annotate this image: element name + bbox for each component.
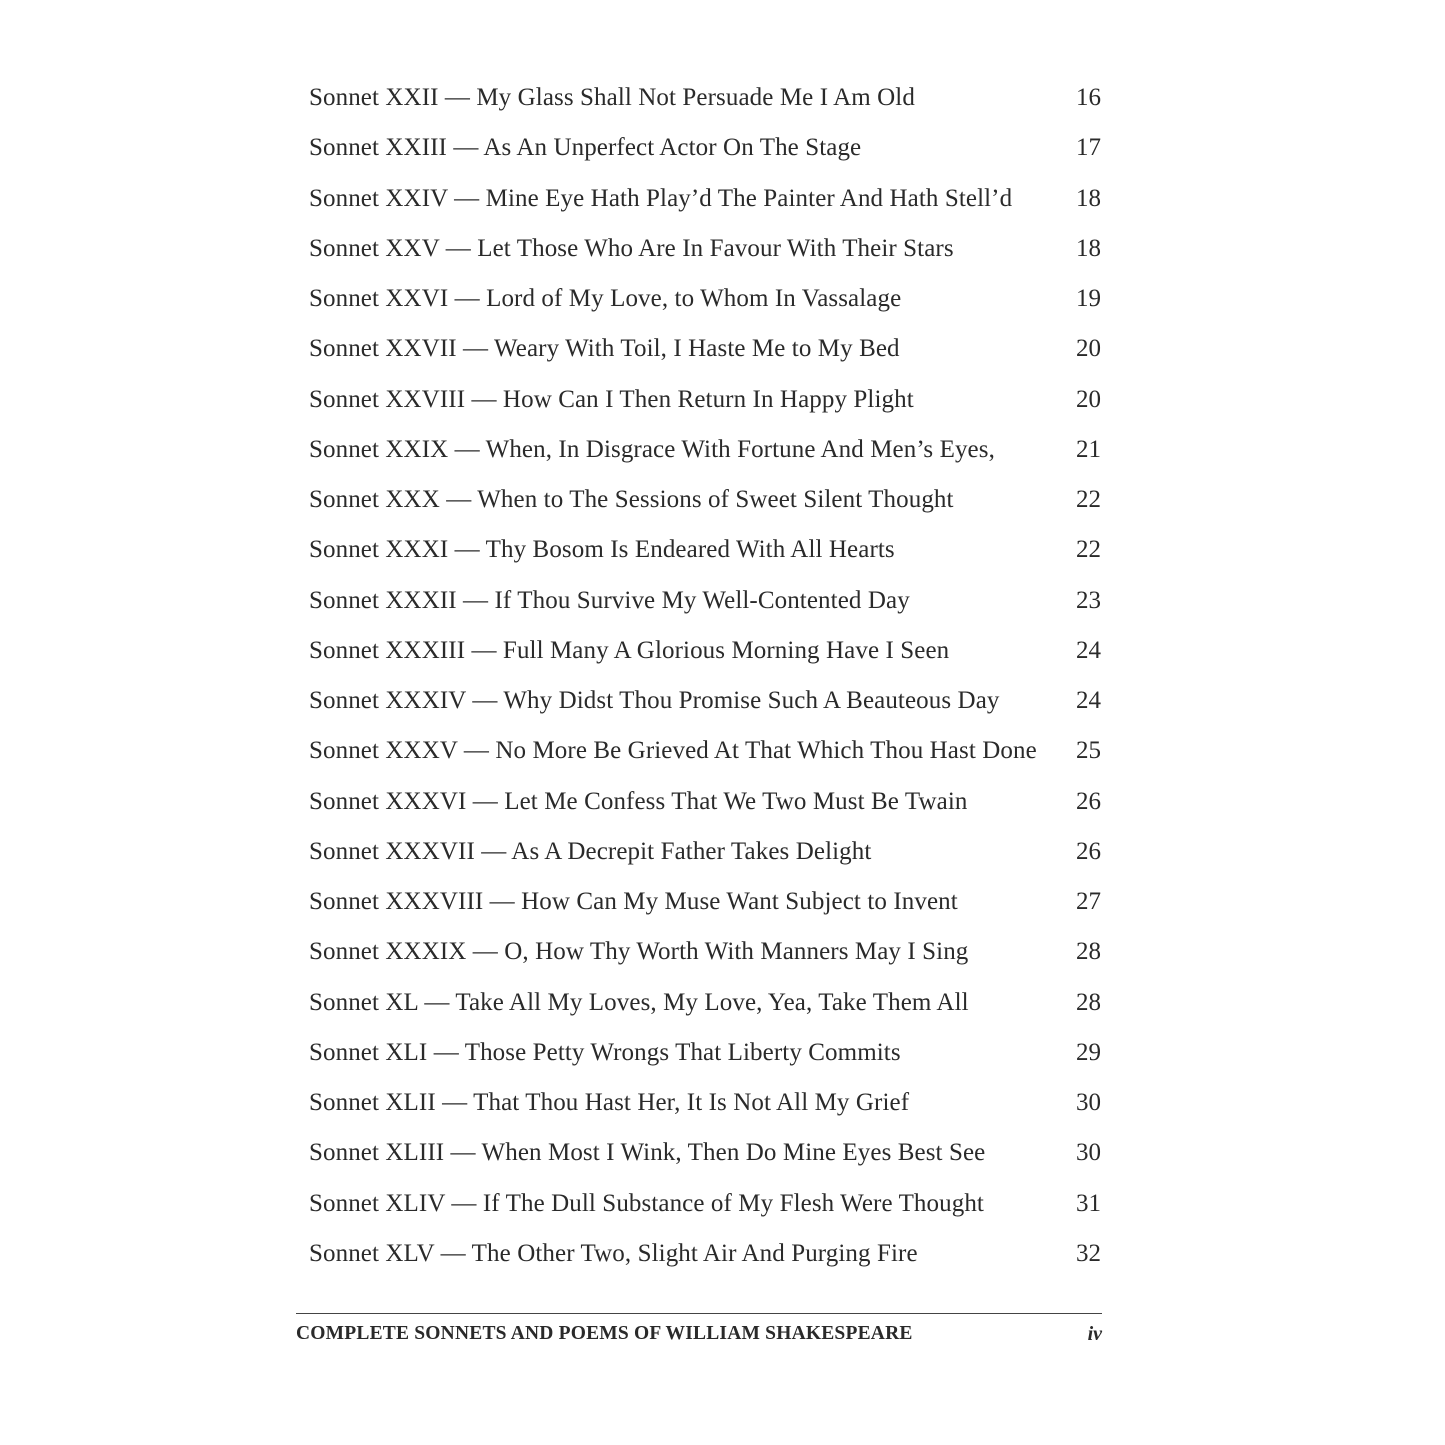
toc-entry-page: 17	[1076, 134, 1101, 162]
toc-entry[interactable]	[309, 726, 1101, 776]
toc-entry[interactable]	[309, 1229, 1101, 1279]
toc-entry-title: Sonnet XXXVIII — How Can My Muse Want Subject to Invent	[309, 888, 958, 915]
toc-entry-title: Sonnet XXXVI — Let Me Confess That We Two Must Be Twain	[309, 787, 968, 815]
toc-entry-page: 30	[1076, 1089, 1101, 1116]
toc-entry-page: 28	[1076, 988, 1101, 1016]
toc-entry[interactable]	[309, 777, 1101, 827]
toc-entry-title: Sonnet XLI — Those Petty Wrongs That Liberty Commits	[309, 1038, 901, 1066]
toc-entry[interactable]	[309, 626, 1101, 676]
table-of-contents	[309, 73, 1101, 1279]
toc-entry[interactable]	[309, 425, 1101, 475]
toc-entry-title: Sonnet XXV — Let Those Who Are In Favour With Their Stars	[309, 234, 954, 262]
toc-entry[interactable]	[309, 123, 1101, 173]
toc-entry[interactable]	[309, 274, 1101, 324]
toc-entry-title: Sonnet XXII — My Glass Shall Not Persuade Me I Am Old	[309, 84, 915, 111]
toc-entry-page: 20	[1076, 385, 1101, 413]
toc-entry-page: 24	[1076, 687, 1101, 714]
toc-entry-page: 24	[1076, 636, 1101, 664]
toc-entry-title: Sonnet XLIII — When Most I Wink, Then Do Mine Eyes Best See	[309, 1139, 986, 1167]
toc-entry-page: 23	[1076, 586, 1101, 614]
toc-entry-title: Sonnet XXVII — Weary With Toil, I Haste Me to My Bed	[309, 335, 900, 363]
toc-entry[interactable]	[309, 827, 1101, 877]
page-number: iv	[1087, 1323, 1102, 1345]
toc-entry-title: Sonnet XXIX — When, In Disgrace With Fortune And Men’s Eyes,	[309, 435, 995, 463]
toc-entry-title: Sonnet XXIII — As An Unperfect Actor On The Stage	[309, 134, 862, 162]
toc-entry-page: 27	[1076, 888, 1101, 915]
toc-entry[interactable]	[309, 224, 1101, 274]
toc-entry-page: 18	[1076, 234, 1101, 262]
toc-entry[interactable]	[309, 375, 1101, 425]
toc-entry-title: Sonnet XXXII — If Thou Survive My Well-Contented Day	[309, 586, 910, 614]
toc-entry[interactable]	[309, 475, 1101, 525]
toc-entry-page: 20	[1076, 335, 1101, 363]
toc-entry-page: 30	[1076, 1139, 1101, 1167]
toc-entry-page: 26	[1076, 837, 1101, 865]
toc-entry-title: Sonnet XXXIII — Full Many A Glorious Morning Have I Seen	[309, 636, 950, 664]
toc-entry-title: Sonnet XL — Take All My Loves, My Love, Yea, Take Them All	[309, 988, 969, 1016]
toc-entry-title: Sonnet XLV — The Other Two, Slight Air And Purging Fire	[309, 1239, 918, 1267]
toc-entry[interactable]	[309, 73, 1101, 123]
toc-entry-page: 31	[1076, 1189, 1101, 1217]
toc-entry-title: Sonnet XXX — When to The Sessions of Sweet Silent Thought	[309, 486, 954, 513]
toc-entry[interactable]	[309, 877, 1101, 927]
toc-entry-title: Sonnet XXVIII — How Can I Then Return In Happy Plight	[309, 385, 914, 413]
toc-entry[interactable]	[309, 1179, 1101, 1229]
toc-entry-title: Sonnet XXXIX — O, How Thy Worth With Manners May I Sing	[309, 938, 969, 966]
toc-entry-page: 25	[1076, 737, 1101, 765]
toc-entry-page: 32	[1076, 1239, 1101, 1267]
toc-entry[interactable]	[309, 324, 1101, 374]
toc-entry[interactable]	[309, 927, 1101, 977]
toc-entry-title: Sonnet XXIV — Mine Eye Hath Play’d The Painter And Hath Stell’d	[309, 184, 1013, 212]
toc-entry-title: Sonnet XXXIV — Why Didst Thou Promise Such A Beauteous Day	[309, 687, 1000, 714]
toc-entry-page: 22	[1076, 536, 1101, 564]
footer-divider	[296, 1313, 1102, 1314]
toc-entry-page: 28	[1076, 938, 1101, 966]
toc-entry-title: Sonnet XXXV — No More Be Grieved At That Which Thou Hast Done	[309, 737, 1037, 765]
toc-entry-title: Sonnet XXVI — Lord of My Love, to Whom In Vassalage	[309, 285, 902, 312]
toc-entry-page: 16	[1076, 84, 1101, 111]
toc-entry[interactable]	[309, 978, 1101, 1028]
running-footer-title: COMPLETE SONNETS AND POEMS OF WILLIAM SHAKESPEARE	[296, 1323, 913, 1344]
toc-entry-title: Sonnet XXXI — Thy Bosom Is Endeared With All Hearts	[309, 536, 895, 564]
toc-entry[interactable]	[309, 174, 1101, 224]
toc-entry[interactable]	[309, 676, 1101, 726]
toc-entry[interactable]	[309, 525, 1101, 575]
toc-entry-title: Sonnet XXXVII — As A Decrepit Father Takes Delight	[309, 837, 872, 865]
toc-entry-page: 26	[1076, 787, 1101, 815]
toc-entry-page: 21	[1076, 435, 1101, 463]
toc-entry-page: 29	[1076, 1038, 1101, 1066]
toc-entry-title: Sonnet XLII — That Thou Hast Her, It Is Not All My Grief	[309, 1089, 910, 1116]
toc-entry[interactable]	[309, 1078, 1101, 1128]
toc-entry[interactable]	[309, 1028, 1101, 1078]
toc-entry-page: 18	[1076, 184, 1101, 212]
toc-entry[interactable]	[309, 1128, 1101, 1178]
toc-entry-page: 22	[1076, 486, 1101, 513]
toc-entry[interactable]	[309, 576, 1101, 626]
toc-entry-page: 19	[1076, 285, 1101, 312]
toc-entry-title: Sonnet XLIV — If The Dull Substance of My Flesh Were Thought	[309, 1189, 984, 1217]
